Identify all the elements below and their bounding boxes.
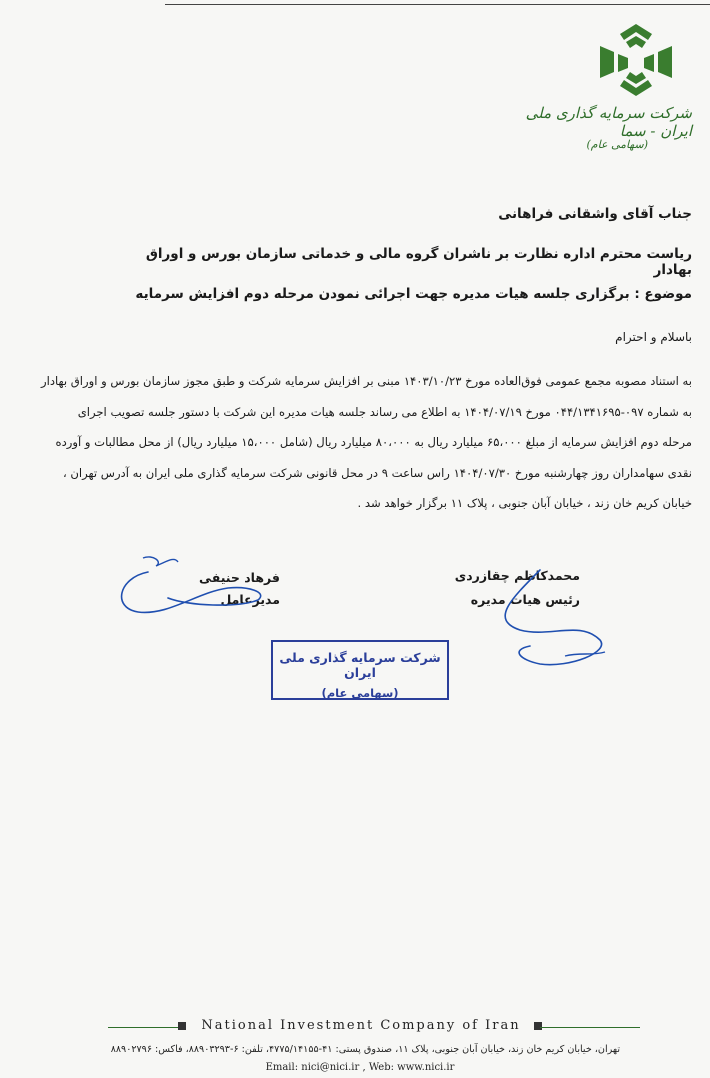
company-logo-icon [596, 22, 676, 98]
paragraph-line: به استناد مصوبه مجمع عمومی فوق‌العاده مورخ ۱۴۰۳/۱۰/۲۳ مبنی بر افزایش سرمایه شرکت و طبق مجوز سازمان بورس و اوراق بهادار [41, 374, 692, 388]
top-rule [165, 4, 710, 5]
footer-company-name: National Investment Company of Iran [201, 1018, 521, 1033]
letter-paragraph [20, 366, 692, 519]
letter-subject: موضوع : برگزاری جلسه هیات مدیره جهت اجرائی نمودن مرحله دوم افزایش سرمایه [135, 286, 692, 302]
footer-address: تهران، خیابان کریم خان زند، خیابان آبان جنوبی، پلاک ۱۱، صندوق پستی: ۴۱-۴۷۷۵/۱۴۱۵۵، تلفن: ۶-۸۸۹۰۳۲۹۳، فاکس: ۸۸۹۰۲۷۹۶ [110, 1044, 620, 1055]
recipient-title: ریاست محترم اداره نظارت بر ناشران گروه مالی و خدماتی سازمان بورس و اوراق بهادار [145, 246, 692, 278]
chair-signature-icon [470, 560, 630, 680]
paragraph-line: به شماره ۰۹۷-۰۴۴/۱۳۴۱۶۹۵ مورخ ۱۴۰۴/۰۷/۱۹ به اطلاع می رساند جلسه هیات مدیره این شرکت با دستور جلسه تصویب اجرای [77, 404, 692, 419]
footer-contact: Email: nici@nici.ir , Web: www.nici.ir [265, 1062, 455, 1073]
stamp-line1: شرکت سرمایه گذاری ملی ایران [279, 650, 441, 680]
footer-bullet-left [178, 1022, 186, 1030]
paragraph-line: مرحله دوم افزایش سرمایه از مبلغ ۶۵،۰۰۰ میلیارد ریال به ۸۰،۰۰۰ میلیارد ریال (شامل ۱۵،۰۰۰ میلیارد ریال) از محل مطالبات و آورده [55, 435, 692, 449]
paragraph-line: خیابان کریم خان زند ، خیابان آبان جنوبی ، پلاک ۱۱ برگزار خواهد شد . [357, 496, 692, 510]
company-stamp [271, 640, 449, 700]
footer-bullet-right [534, 1022, 542, 1030]
chair-name: محمدکاظم چقازردی [454, 568, 580, 583]
ceo-signature-icon [108, 548, 278, 628]
footer-rule-left [108, 1027, 178, 1028]
ceo-title: مدیرعامل [220, 592, 280, 607]
greeting: باسلام و احترام [615, 330, 692, 344]
logo-sub-text: (سهامی عام) [586, 138, 648, 151]
footer-rule-right [540, 1027, 640, 1028]
paragraph-line: نقدی سهامداران روز چهارشنبه مورخ ۱۴۰۴/۰۷/۳۰ راس ساعت ۹ در محل قانونی شرکت سرمایه گذاری ملی ایران به آدرس تهران ، [62, 465, 692, 480]
chair-title: رئیس هیات مدیره [470, 592, 580, 607]
logo-script-text: شرکت سرمایه گذاری ملی ایران - سما [525, 104, 692, 140]
ceo-name: فرهاد حنیفی [199, 570, 280, 585]
recipient-name: جناب آقای واشقانی فراهانی [498, 206, 692, 222]
stamp-line2: (سهامی عام) [321, 686, 399, 700]
